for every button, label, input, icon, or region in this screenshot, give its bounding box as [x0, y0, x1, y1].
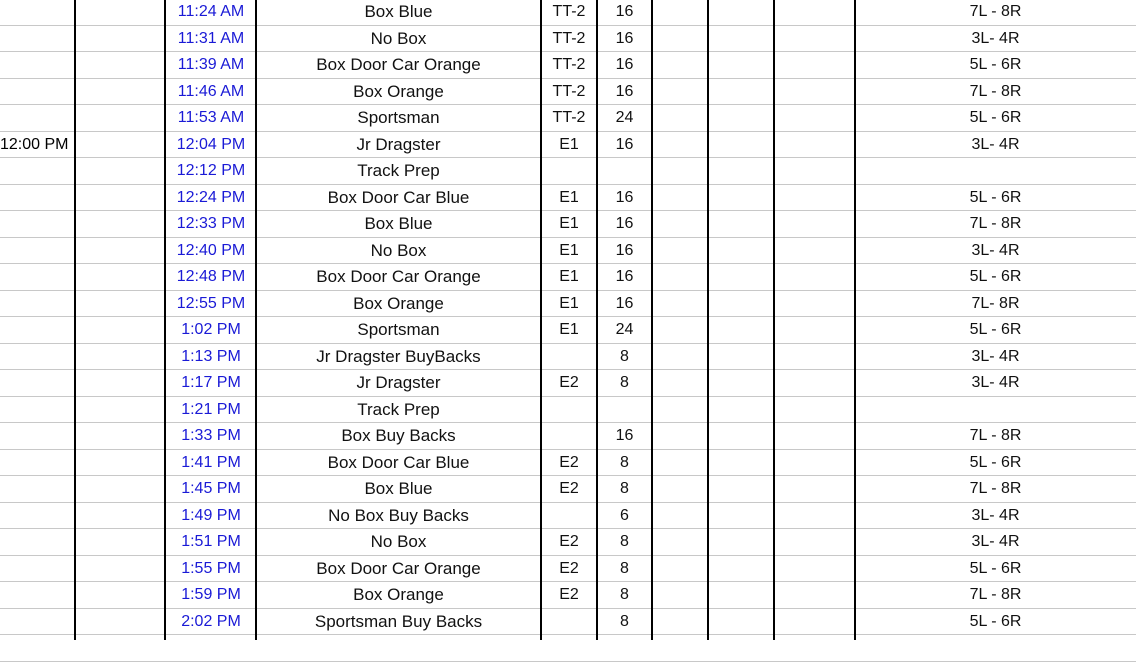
round-label: E1 — [559, 241, 579, 259]
car-count: 16 — [615, 56, 634, 73]
start-time: 1:49 PM — [181, 506, 241, 524]
car-count: 8 — [620, 612, 629, 630]
car-count: 8 — [620, 374, 629, 391]
time-block-label — [0, 476, 74, 502]
car-count: 16 — [615, 82, 634, 100]
round-label: E2 — [559, 586, 579, 603]
start-time: 1:02 PM — [181, 321, 241, 338]
start-time: 11:31 AM — [177, 29, 245, 47]
lane-assignment: 5L - 6R — [969, 188, 1022, 206]
time-block-label — [0, 291, 74, 317]
lane-assignment: 5L - 6R — [969, 453, 1022, 471]
lane-assignment — [855, 158, 1136, 184]
time-block-label — [0, 423, 74, 449]
car-count: 16 — [615, 29, 634, 47]
start-time: 1:41 PM — [181, 453, 241, 471]
car-count: 16 — [615, 294, 634, 312]
start-time: 11:46 AM — [177, 82, 245, 100]
car-count: 16 — [615, 427, 634, 444]
table-row — [0, 26, 1136, 53]
table-row — [0, 52, 1136, 79]
round-label: E2 — [559, 480, 579, 497]
column-border — [540, 0, 542, 640]
table-row — [0, 635, 1136, 662]
class-name: No Box Buy Backs — [328, 505, 469, 525]
table-row — [0, 158, 1136, 185]
start-time: 12:55 PM — [176, 294, 246, 312]
time-block-label — [0, 529, 74, 555]
lane-assignment: 5L - 6R — [969, 56, 1022, 73]
column-border — [854, 0, 856, 640]
class-name: Track Prep — [357, 399, 440, 419]
start-time: 12:24 PM — [176, 188, 246, 206]
class-name: Box Door Car Orange — [316, 558, 481, 578]
lane-assignment: 5L - 6R — [969, 321, 1022, 338]
round-label: TT-2 — [552, 56, 586, 73]
time-block-label — [0, 317, 74, 343]
lane-assignment: 7L - 8R — [969, 586, 1022, 603]
round-label: E2 — [559, 533, 579, 550]
column-border — [773, 0, 775, 640]
round-label: E1 — [559, 268, 579, 285]
start-time: 11:24 AM — [177, 3, 245, 20]
round-label — [541, 609, 597, 635]
time-block-label — [0, 582, 74, 608]
start-time: 11:39 AM — [177, 56, 245, 73]
car-count: 6 — [620, 506, 629, 524]
car-count: 16 — [615, 241, 634, 259]
car-count: 8 — [620, 533, 629, 550]
class-name: Jr Dragster — [356, 134, 441, 154]
time-block-label — [0, 158, 74, 184]
class-name: Track Prep — [357, 161, 440, 180]
table-row — [0, 450, 1136, 477]
car-count: 16 — [615, 3, 634, 20]
table-row — [0, 529, 1136, 556]
time-block-label — [0, 609, 74, 635]
time-block-label — [0, 556, 74, 582]
start-time: 12:04 PM — [176, 135, 246, 153]
time-block-label — [0, 79, 74, 105]
time-block-label: 12:00 PM — [0, 135, 69, 153]
start-time: 12:48 PM — [176, 268, 246, 285]
class-name: No Box — [370, 532, 427, 551]
car-count: 8 — [620, 453, 629, 471]
car-count: 16 — [615, 215, 634, 232]
table-row — [0, 556, 1136, 583]
class-name: Box Door Car Blue — [327, 452, 470, 472]
class-name: No Box — [370, 28, 427, 48]
column-border — [596, 0, 598, 640]
class-name: Box Door Car Blue — [327, 187, 470, 207]
time-block-label — [0, 0, 74, 25]
car-count — [597, 397, 652, 423]
time-block-label — [0, 105, 74, 131]
class-name: Box Orange — [353, 81, 444, 101]
round-label: TT-2 — [552, 109, 586, 126]
round-label — [541, 158, 597, 184]
round-label: E2 — [559, 559, 579, 577]
start-time: 12:33 PM — [176, 215, 246, 232]
start-time: 11:53 AM — [177, 109, 245, 126]
round-label: E2 — [559, 453, 579, 471]
class-name: No Box — [370, 240, 427, 260]
lane-assignment: 5L - 6R — [969, 268, 1022, 285]
round-label: E1 — [559, 135, 579, 153]
lane-assignment: 7L- 8R — [971, 294, 1020, 312]
car-count: 16 — [615, 188, 634, 206]
lane-assignment: 3L- 4R — [971, 29, 1020, 47]
table-row — [0, 105, 1136, 132]
lane-assignment: 3L- 4R — [971, 135, 1020, 153]
lane-assignment — [855, 397, 1136, 423]
time-block-label — [0, 238, 74, 264]
table-row — [0, 609, 1136, 636]
lane-assignment: 5L - 6R — [969, 109, 1022, 126]
column-border — [651, 0, 653, 640]
car-count: 8 — [620, 559, 629, 577]
column-border — [255, 0, 257, 640]
table-row — [0, 211, 1136, 238]
time-block-label — [0, 26, 74, 52]
lane-assignment: 7L - 8R — [969, 427, 1022, 444]
start-time: 1:21 PM — [181, 400, 241, 418]
car-count — [597, 158, 652, 184]
table-row — [0, 185, 1136, 212]
time-block-label — [0, 264, 74, 290]
lane-assignment: 7L - 8R — [969, 480, 1022, 497]
car-count: 8 — [620, 347, 629, 365]
round-label: E1 — [559, 188, 579, 206]
table-row — [0, 582, 1136, 609]
time-block-label — [0, 52, 74, 78]
round-label — [541, 503, 597, 529]
class-name: Sportsman — [357, 108, 440, 127]
lane-assignment: 7L - 8R — [969, 82, 1022, 100]
time-block-label — [0, 370, 74, 396]
class-name: Box Blue — [364, 214, 433, 233]
lane-assignment: 7L - 8R — [969, 215, 1022, 232]
round-label: E2 — [559, 374, 579, 391]
start-time: 1:55 PM — [181, 559, 241, 577]
round-label: TT-2 — [552, 82, 586, 100]
column-border — [707, 0, 709, 640]
lane-assignment: 3L- 4R — [971, 347, 1020, 365]
class-name: Sportsman Buy Backs — [314, 611, 483, 631]
time-block-label — [0, 397, 74, 423]
class-name: Box Door Car Orange — [316, 267, 481, 286]
table-row — [0, 79, 1136, 106]
table-row — [0, 132, 1136, 159]
table-row — [0, 423, 1136, 450]
round-label: E1 — [559, 215, 579, 232]
start-time: 1:33 PM — [181, 427, 241, 444]
lane-assignment: 3L- 4R — [971, 374, 1020, 391]
round-label — [541, 423, 597, 449]
start-time: 12:40 PM — [176, 241, 246, 259]
car-count: 8 — [620, 480, 629, 497]
round-label: E1 — [559, 321, 579, 338]
table-row — [0, 317, 1136, 344]
car-count: 16 — [615, 135, 634, 153]
lane-assignment: 3L- 4R — [971, 533, 1020, 550]
time-block-label — [0, 344, 74, 370]
class-name: Jr Dragster BuyBacks — [316, 346, 481, 366]
car-count: 8 — [620, 586, 629, 603]
time-block-label — [0, 211, 74, 237]
lane-assignment: 3L- 4R — [971, 506, 1020, 524]
start-time: 2:02 PM — [181, 612, 241, 630]
round-label: TT-2 — [552, 3, 586, 20]
time-block-label — [0, 185, 74, 211]
class-name: Sportsman — [357, 320, 440, 339]
car-count: 24 — [615, 321, 634, 338]
time-block-label — [0, 503, 74, 529]
table-row — [0, 264, 1136, 291]
round-label: E1 — [559, 294, 579, 312]
time-block-label — [0, 450, 74, 476]
class-name: Box Orange — [353, 585, 444, 604]
table-row — [0, 397, 1136, 424]
class-name: Box Blue — [364, 479, 433, 498]
class-name: Jr Dragster — [356, 373, 441, 392]
table-row — [0, 476, 1136, 503]
table-row — [0, 0, 1136, 26]
lane-assignment: 5L - 6R — [969, 612, 1022, 630]
lane-assignment: 3L- 4R — [971, 241, 1020, 259]
class-name: Box Orange — [353, 293, 444, 313]
round-label — [541, 397, 597, 423]
table-row — [0, 291, 1136, 318]
start-time: 1:59 PM — [181, 586, 241, 603]
table-row — [0, 238, 1136, 265]
start-time: 1:13 PM — [181, 347, 241, 365]
table-row — [0, 503, 1136, 530]
class-name: Box Buy Backs — [341, 426, 456, 445]
start-time: 1:17 PM — [181, 374, 241, 391]
round-label — [541, 344, 597, 370]
column-border — [164, 0, 166, 640]
car-count: 24 — [615, 109, 634, 126]
lane-assignment: 5L - 6R — [969, 559, 1022, 577]
table-row — [0, 370, 1136, 397]
car-count: 16 — [615, 268, 634, 285]
start-time: 1:45 PM — [181, 480, 241, 497]
column-border — [74, 0, 76, 640]
class-name: Box Door Car Orange — [316, 55, 481, 74]
table-row — [0, 344, 1136, 371]
start-time: 12:12 PM — [176, 162, 246, 179]
lane-assignment: 7L - 8R — [969, 3, 1022, 20]
class-name: Box Blue — [364, 2, 433, 21]
start-time: 1:51 PM — [181, 533, 241, 550]
round-label: TT-2 — [552, 29, 586, 47]
